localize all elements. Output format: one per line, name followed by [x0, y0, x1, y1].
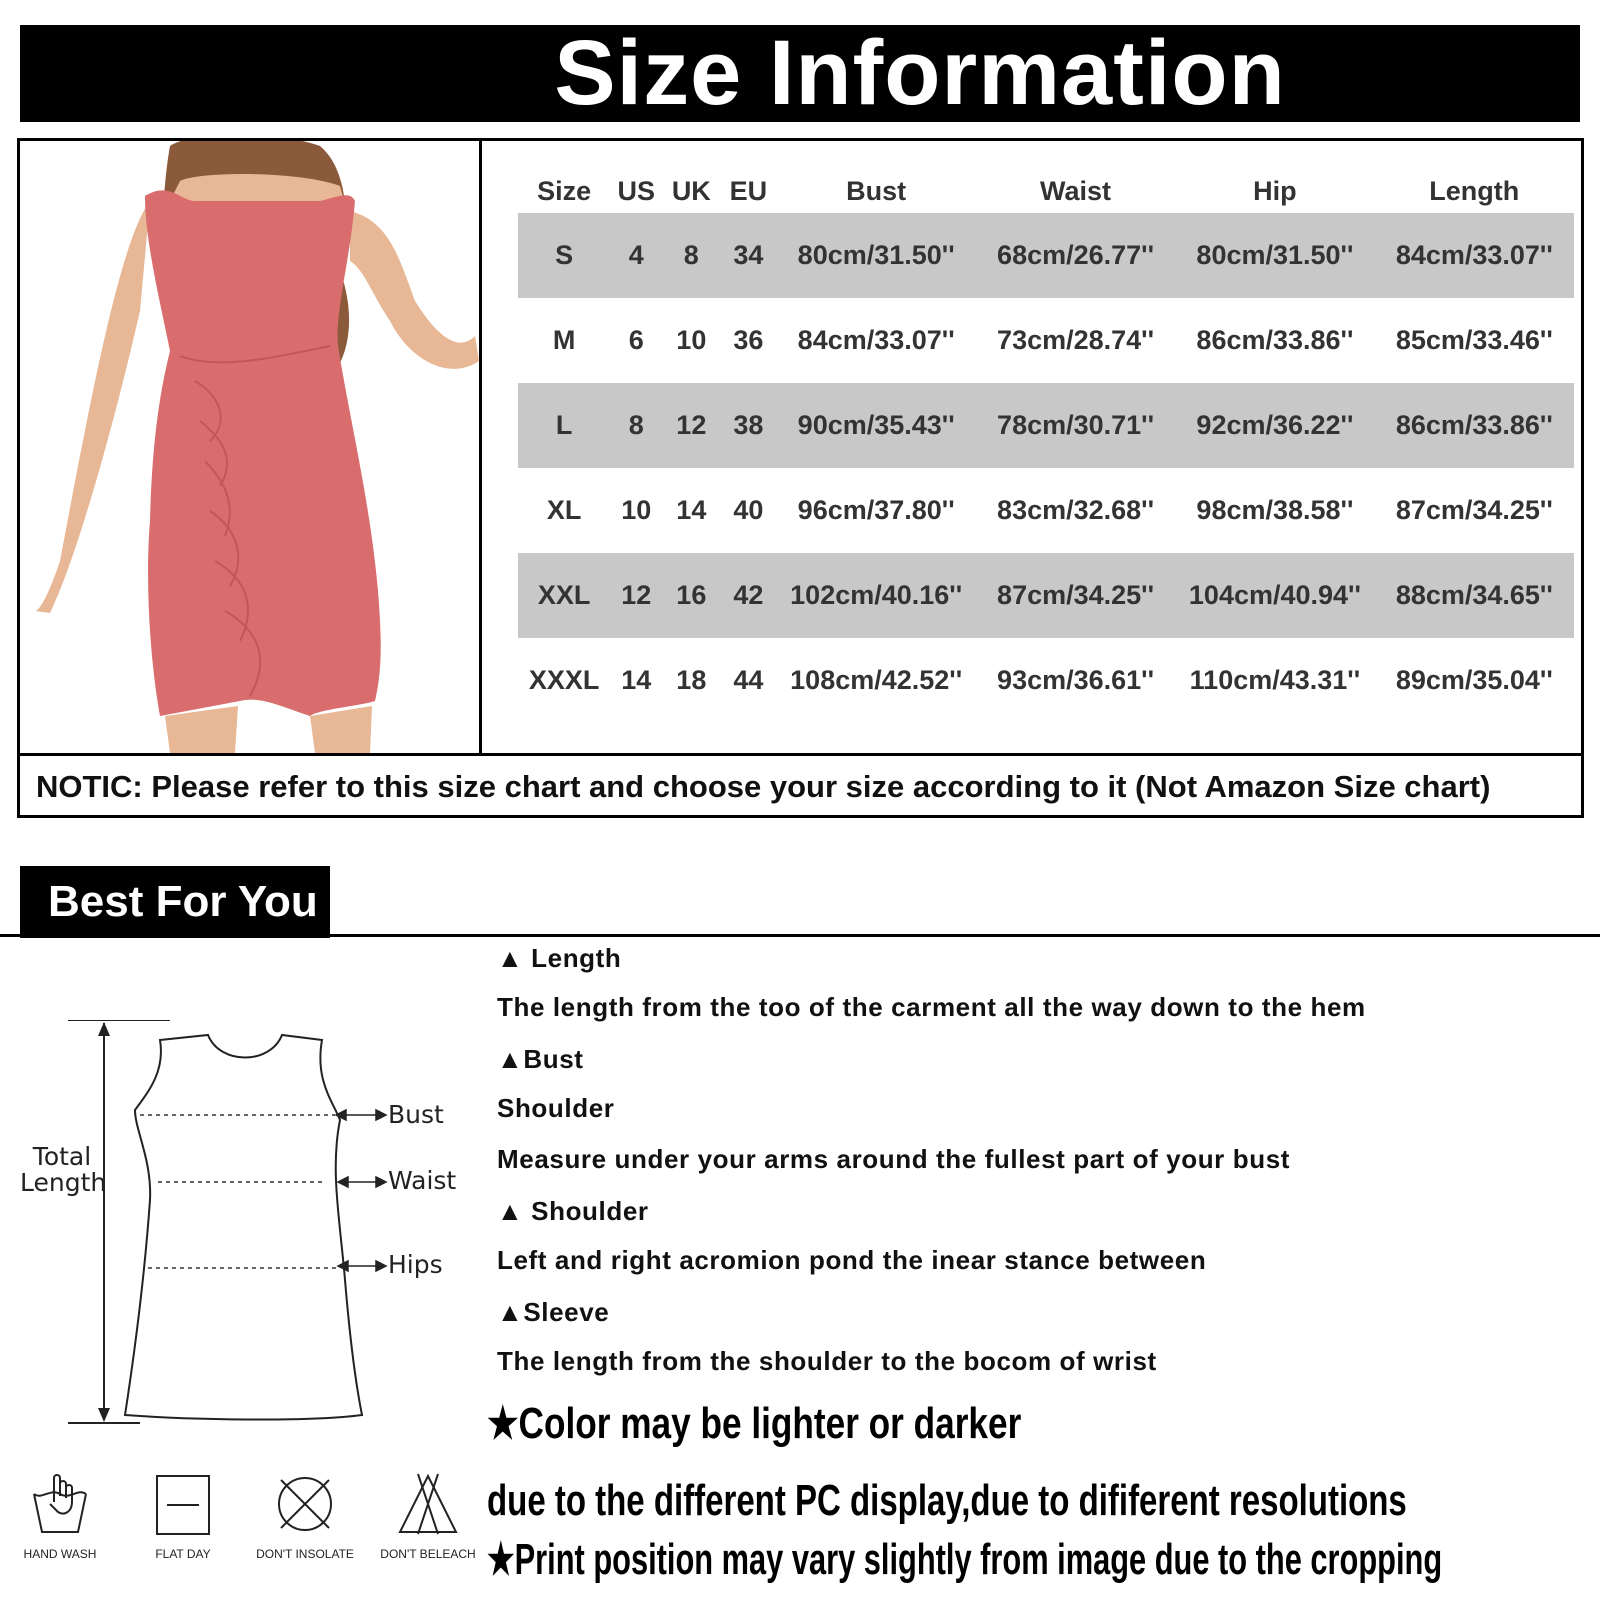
- do-not-tumble-dry-icon: [273, 1472, 337, 1536]
- table-cell: 10: [676, 325, 707, 355]
- table-cell: 18: [676, 665, 707, 695]
- table-cell: XXL: [518, 553, 610, 638]
- size-table: [518, 169, 1574, 723]
- care-do-not-bleach: [373, 1472, 483, 1561]
- table-row: [518, 638, 1574, 723]
- care-label: HAND WASH: [23, 1547, 97, 1561]
- table-cell: 4: [610, 213, 662, 298]
- table-cell: 40: [733, 495, 764, 525]
- table-cell: 98cm/38.58'': [1196, 495, 1354, 525]
- table-cell: 83cm/32.68'': [997, 495, 1155, 525]
- care-flat-dry: [128, 1472, 238, 1561]
- table-row: [518, 553, 1574, 638]
- print-position-note: ★Print position may vary slightly from image due to the cropping: [487, 1535, 1443, 1584]
- page-title: Size Information: [554, 22, 1286, 124]
- bust-heading: ▲Bust: [497, 1044, 584, 1074]
- care-label: DON'T INSOLATE: [256, 1547, 354, 1561]
- flat-dry-icon: [151, 1472, 215, 1536]
- color-note: ★Color may be lighter or darker: [487, 1399, 1022, 1448]
- table-cell: 8: [610, 383, 662, 468]
- column-header: Waist: [1040, 175, 1112, 206]
- table-cell: 10: [621, 495, 652, 525]
- table-cell: 78cm/30.71'': [976, 383, 1175, 468]
- do-not-bleach-icon: [396, 1472, 460, 1536]
- table-cell: 89cm/35.04'': [1395, 665, 1553, 695]
- table-cell: S: [518, 213, 610, 298]
- table-cell: 80cm/31.50'': [1175, 213, 1374, 298]
- table-cell: 80cm/31.50'': [776, 213, 975, 298]
- table-row: [518, 383, 1574, 468]
- table-cell: XL: [546, 495, 582, 525]
- table-row: [518, 298, 1574, 383]
- table-cell: 84cm/33.07'': [1375, 213, 1574, 298]
- table-cell: 90cm/35.43'': [776, 383, 975, 468]
- table-cell: 93cm/36.61'': [997, 665, 1155, 695]
- table-cell: 38: [720, 383, 776, 468]
- table-cell: 14: [676, 495, 707, 525]
- table-cell: 12: [662, 383, 720, 468]
- table-cell: 88cm/34.65'': [1375, 553, 1574, 638]
- table-cell: 87cm/34.25'': [976, 553, 1175, 638]
- display-note: due to the different PC display,due to dififerent resolutions: [487, 1476, 1407, 1525]
- dress-outline-icon: [10, 1020, 480, 1440]
- table-cell: L: [518, 383, 610, 468]
- table-cell: 86cm/33.86'': [1375, 383, 1574, 468]
- table-cell: 86cm/33.86'': [1196, 325, 1354, 355]
- table-cell: 68cm/26.77'': [976, 213, 1175, 298]
- model-dress-illustration: [20, 141, 479, 753]
- sleeve-heading: ▲Sleeve: [497, 1297, 610, 1327]
- column-header: UK: [671, 175, 711, 206]
- size-table-cell: [482, 141, 1581, 753]
- care-label: FLAT DAY: [155, 1547, 211, 1561]
- column-header: Size: [537, 175, 592, 206]
- bust-description: Measure under your arms around the fullest part of your bust: [497, 1144, 1291, 1174]
- care-label: DON'T BELEACH: [380, 1547, 476, 1561]
- table-cell: 84cm/33.07'': [797, 325, 955, 355]
- table-cell: 6: [628, 325, 644, 355]
- title-banner: [20, 22, 1580, 124]
- bust-label: Bust: [388, 1100, 444, 1129]
- care-do-not-tumble: [250, 1472, 360, 1561]
- table-cell: 73cm/28.74'': [997, 325, 1155, 355]
- table-cell: 108cm/42.52'': [790, 665, 963, 695]
- table-cell: M: [552, 325, 576, 355]
- table-row: [518, 213, 1574, 298]
- shoulder-description: Left and right acromion pond the inear stance between: [497, 1245, 1207, 1275]
- table-row: [518, 468, 1574, 553]
- size-table-header: [518, 169, 1574, 213]
- size-chart-notice: NOTIC: Please refer to this size chart and choose your size according to it (Not Amazon Size chart): [20, 753, 1581, 815]
- length-heading: ▲ Length: [497, 943, 622, 973]
- table-cell: 16: [662, 553, 720, 638]
- table-cell: 44: [733, 665, 764, 695]
- length-description: The length from the too of the carment all the way down to the hem: [497, 992, 1366, 1022]
- table-cell: 110cm/43.31'': [1189, 665, 1361, 695]
- shoulder-text: Shoulder: [497, 1093, 615, 1123]
- table-cell: 34: [720, 213, 776, 298]
- column-header: EU: [729, 175, 768, 206]
- table-cell: 85cm/33.46'': [1395, 325, 1553, 355]
- care-hand-wash: [5, 1472, 115, 1561]
- sleeve-description: The length from the shoulder to the bocom of wrist: [497, 1346, 1157, 1376]
- column-header: Hip: [1253, 175, 1297, 206]
- section-divider: [0, 934, 1600, 937]
- table-cell: 87cm/34.25'': [1395, 495, 1553, 525]
- hips-label: Hips: [388, 1250, 443, 1279]
- column-header: Length: [1429, 175, 1520, 206]
- product-photo: [20, 141, 482, 753]
- measurement-diagram: [10, 1020, 480, 1440]
- table-cell: 36: [733, 325, 764, 355]
- waist-label: Waist: [388, 1166, 457, 1195]
- shoulder-heading: ▲ Shoulder: [497, 1196, 649, 1226]
- table-cell: 14: [621, 665, 652, 695]
- total-length-line2: Length: [20, 1168, 107, 1197]
- column-header: US: [617, 175, 655, 206]
- size-chart-frame: [17, 138, 1584, 818]
- table-cell: 104cm/40.94'': [1175, 553, 1374, 638]
- table-cell: 12: [610, 553, 662, 638]
- table-cell: 92cm/36.22'': [1175, 383, 1374, 468]
- table-cell: XXXL: [528, 665, 600, 695]
- total-length-label: [20, 1142, 107, 1197]
- table-cell: 96cm/37.80'': [797, 495, 955, 525]
- hand-wash-icon: [28, 1472, 92, 1536]
- best-for-you-heading: Best For You: [20, 866, 330, 938]
- table-cell: 8: [662, 213, 720, 298]
- table-cell: 42: [720, 553, 776, 638]
- table-cell: 102cm/40.16'': [776, 553, 975, 638]
- total-length-line1: Total: [32, 1142, 92, 1171]
- column-header: Bust: [846, 175, 907, 206]
